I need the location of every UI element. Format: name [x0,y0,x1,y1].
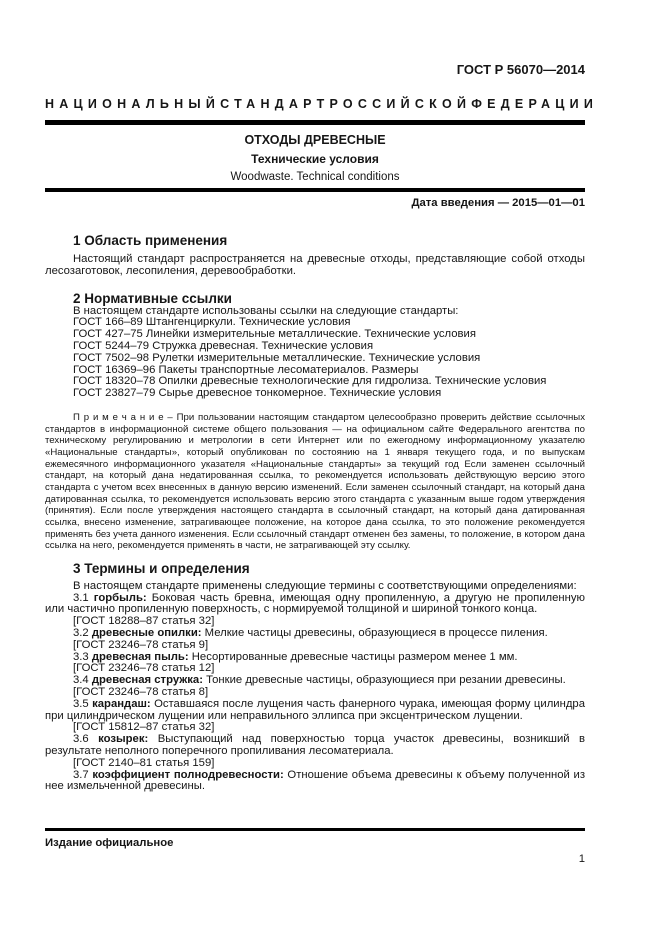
term-definition: Выступающий над поверхностью торца участок древесины, возникший в результате неполного поперечного пропиливания лесоматериала. [45,733,586,757]
term-number: 3.2 [73,627,89,640]
term-name: древесные опилки: [91,627,202,640]
terms-intro: В настоящем стандарте применены следующие термины с соответствующими определениями: [73,579,577,592]
term-item [45,770,585,794]
term-number: 3.7 [73,768,89,781]
note-text: – При пользовании настоящим стандартом целесообразно проверить действие ссылочных стандартов в информационной системе общего пользования — на официальном сайте Федерального агентства по техническому регулированию и метрологии в сети Интернет или по ежегодному информационному указателю «Национальные стандарты», который опубликован по состоянию на 1 января текущего года, и по выпускам ежемесячного информационного указателя «Национальные стандарты» за текущий год Если заменен ссылочный стандарт, на который дана недатированная ссылка, то рекомендуется использовать действующую версию этого стандарта с учетом всех внесенных в данную версию изменений. Если заменен ссылочный стандарт, на который дана датированная ссылка, то рекомендуется использовать версию этого стандарта с указанным выше годом утверждения (принятия). Если после утверждения настоящего стандарта в ссылочный стандарт, на который дана датированная ссылка, внесено изменение, затрагивающее положение, на которое дана ссылка, то это положение рекомендуется применять без учета данного изменения. Если ссылочный стандарт отменен без замены, то положение, в котором дана ссылка на него, рекомендуется применять в части, не затрагивающей эту ссылку. [45,411,585,552]
term-definition: Боковая часть бревна, имеющая одну пропиленную, а другую не пропиленную или частично пропиленную поверхность, с нормируемой толщиной и шириной тонкого конца. [45,591,586,616]
term-number: 3.3 [73,650,89,663]
term-name: карандаш: [92,697,151,710]
term-item [45,593,585,617]
term-name: горбыль: [93,591,147,604]
title-rule-top [45,120,585,125]
term-name: древесная пыль: [91,650,189,663]
federation-word: НАЦИОНАЛЬНЫЙ [45,97,221,111]
term-name: коэффициент полнодревесности: [92,768,284,781]
scope-paragraph: Настоящий стандарт распространяется на древесные отходы, представляющие собой отходы лесозаготовок, лесопиления, деревообработки. [45,253,585,277]
document-subject: ОТХОДЫ ДРЕВЕСНЫЕ [244,133,386,147]
term-source: [ГОСТ 23246–78 статья 8] [73,686,209,699]
term-number: 3.1 [73,591,89,604]
term-number: 3.6 [73,733,89,746]
term-source: [ГОСТ 23246–78 статья 9] [73,638,209,651]
section-1-heading: 1 Область применения [73,233,228,248]
term-item [45,699,585,723]
page-number: 1 [578,853,585,865]
doc-number: ГОСТ Р 56070—2014 [456,62,585,77]
note-paragraph [45,412,585,552]
reference-item: ГОСТ 5244–79 Стружка древесная. Технические условия [73,339,374,352]
term-name: козырек: [98,733,149,746]
references-intro: В настоящем стандарте использованы ссылки на следующие стандарты: [73,304,459,317]
term-definition: Тонкие древесные частицы, образующиеся при резании древесины. [206,674,566,687]
introduction-date: Дата введения — 2015—01—01 [411,197,585,209]
edition-label: Издание официальное [45,837,174,849]
footer-rule [45,828,585,831]
term-definition: Отношение объема древесины к объему полученной из нее измельченной древесины. [45,768,585,793]
term-definition: Несортированные древесные частицы размером менее 1 мм. [191,650,518,663]
federation-standard-line [45,97,599,111]
term-source: [ГОСТ 2140–81 статья 159] [73,756,215,769]
term-definition: Оставшаяся после лущения часть фанерного чурака, имеющая форму цилиндра при цилиндрическом лущении или неправильного эллипса при эксцентрическом лущении. [45,697,585,722]
term-source: [ГОСТ 15812–87 статья 32] [73,721,215,734]
term-definition: Мелкие частицы древесины, образующиеся в процессе пиления. [204,627,548,640]
note-label: П р и м е ч а н и е [73,411,164,423]
document-content [45,0,599,793]
document-subtitle-en: Woodwaste. Technical conditions [230,171,400,183]
term-name: древесная стружка: [91,674,203,687]
section-2-heading: 2 Нормативные ссылки [73,290,232,306]
reference-item: ГОСТ 7502–98 Рулетки измерительные металлические. Технические условия [73,351,481,364]
term-number: 3.5 [73,697,89,710]
reference-item: ГОСТ 166–89 Штангенциркули. Технические условия [73,316,351,329]
section-3-heading: 3 Термины и определения [73,560,250,576]
term-item [45,734,585,758]
term-source: [ГОСТ 23246–78 статья 12] [73,662,215,675]
reference-item: ГОСТ 427–75 Линейки измерительные металлические. Технические условия [73,328,476,341]
reference-item: ГОСТ 16369–96 Пакеты транспортные лесоматериалов. Размеры [73,363,419,376]
reference-item: ГОСТ 23827–79 Сырье древесное тонкомерное. Технические условия [73,387,442,400]
document-subtitle: Технические условия [251,152,379,166]
federation-word: РОССИЙСКОЙ [329,97,472,111]
term-number: 3.4 [73,674,89,687]
title-rule-bottom [45,188,585,192]
federation-word: ФЕДЕРАЦИИ [471,97,599,111]
reference-item: ГОСТ 18320–78 Опилки древесные технологические для гидролиза. Технические условия [73,375,547,388]
federation-word: СТАНДАРТ [220,97,330,111]
term-source: [ГОСТ 18288–87 статья 32] [73,615,215,628]
